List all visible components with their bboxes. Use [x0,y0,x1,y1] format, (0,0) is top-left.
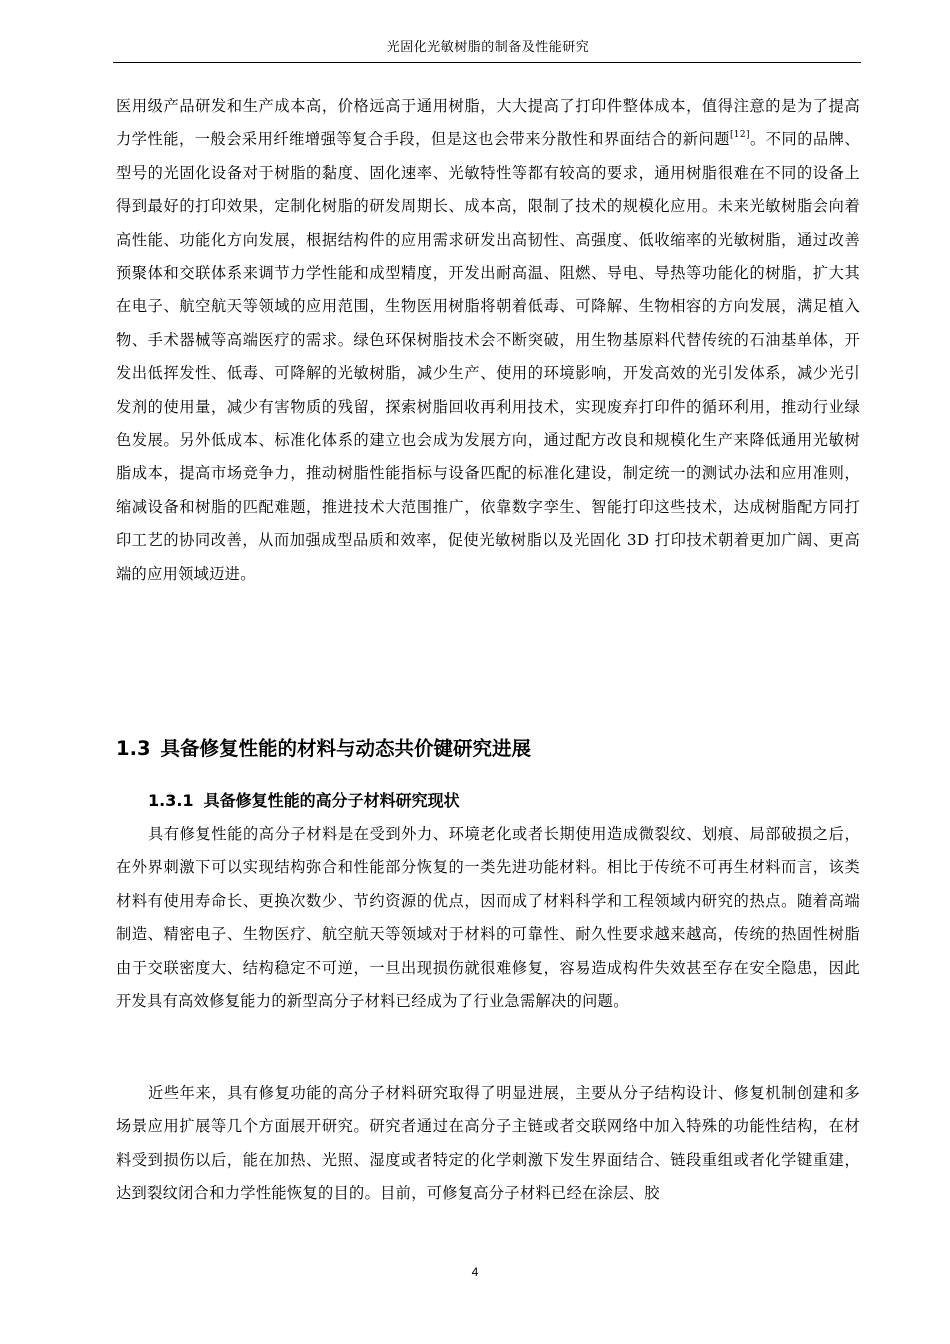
running-head-title: 光固化光敏树脂的制备及性能研究 [386,40,590,55]
header-rule [113,62,861,63]
paragraph-1-text-a: 医用级产品研发和生产成本高，价格远高于通用树脂，大大提高了打印件整体成本，值得注意的是为了提高力学性能，一般会采用纤维增强等复合手段，但是这也会带来分散性和界面结合的新问题 [116,97,860,149]
subsection-number: 1.3.1 [148,791,194,810]
subsection-title: 具备修复性能的高分子材料研究现状 [203,791,460,810]
body-paragraph-2: 具有修复性能的高分子材料是在受到外力、环境老化或者长期使用造成微裂纹、划痕、局部破损之后，在外界刺激下可以实现结构弥合和性能部分恢复的一类先进功能材料。相比于传统不可再生材料而言，该类材料有使用寿命长、更换次数少、节约资源的优点，因而成了材料科学和工程领域内研究的热点。随着高端制造、精密电子、生物医疗、航空航天等领域对于材料的可靠性、耐久性要求越来越高，传统的热固性树脂由于交联密度大、结构稳定不可逆，一旦出现损伤就很难修复，容易造成构件失效甚至存在安全隐患，因此开发具有高效修复能力的新型高分子材料已经成为了行业急需解决的问题。 [116,825,860,1011]
citation-marker: [12] [729,130,750,141]
subsection-heading [148,787,460,815]
paragraph-1-text-b: 。不同的品牌、型号的光固化设备对于树脂的黏度、固化速率、光敏特性等都有较高的要求，通用树脂很难在不同的设备上得到最好的打印效果，定制化树脂的研发周期长、成本高，限制了技术的规模化应用。未来光敏树脂会向着高性能、功能化方向发展，根据结构件的应用需求研发出高韧性、高强度、低收缩率的光敏树脂，通过改善预聚体和交联体系来调节力学性能和成型精度，开发出耐高温、阻燃、导电、导热等功能化的树脂，扩大其在电子、航空航天等领域的应用范围，生物医用树脂将朝着低毒、可降解、生物相容的方向发展，满足植入物、手术器械等高端医疗的需求。绿色环保树脂技术会不断突破，用生物基原料代替传统的石油基单体，开发出低挥发性、低毒、可降解的光敏树脂，减少生产、使用的环境影响，开发高效的光引发体系，减少光引发剂的使用量，减少有害物质的残留，探索树脂回收再利用技术，实现废弃打印件的循环利用，推动行业绿色发展。另外低成本、标准化体系的建立也会成为发展方向，通过配方改良和规模化生产来降低通用光敏树脂成本，提高市场竞争力，推动树脂性能指标与设备匹配的标准化建设，制定统一的测试办法和应用准则，缩减设备和树脂的匹配难题，推进技术大范围推广，依靠数字孪生、智能打印这些技术，达成树脂配方同打印工艺的协同改善，从而加强成型品质和效率，促使光敏树脂以及光固化 3D 打印技术朝着更加广阔、更高端的应用领域迈进。 [116,130,861,583]
section-title: 具备修复性能的材料与动态共价键研究进展 [160,737,532,760]
body-paragraph-1 [116,90,860,591]
section-number: 1.3 [116,737,151,760]
page-number: 4 [471,1265,479,1279]
section-heading [116,734,531,764]
body-paragraph-3: 近些年来，具有修复功能的高分子材料研究取得了明显进展，主要从分子结构设计、修复机制创建和多场景应用扩展等几个方面展开研究。研究者通过在高分子主链或者交联网络中加入特殊的功能性结构，在材料受到损伤以后，能在加热、光照、湿度或者特定的化学刺激下发生界面结合、链段重组或者化学键重建，达到裂纹闭合和力学性能恢复的目的。目前，可修复高分子材料已经在涂层、胶 [116,1084,860,1203]
